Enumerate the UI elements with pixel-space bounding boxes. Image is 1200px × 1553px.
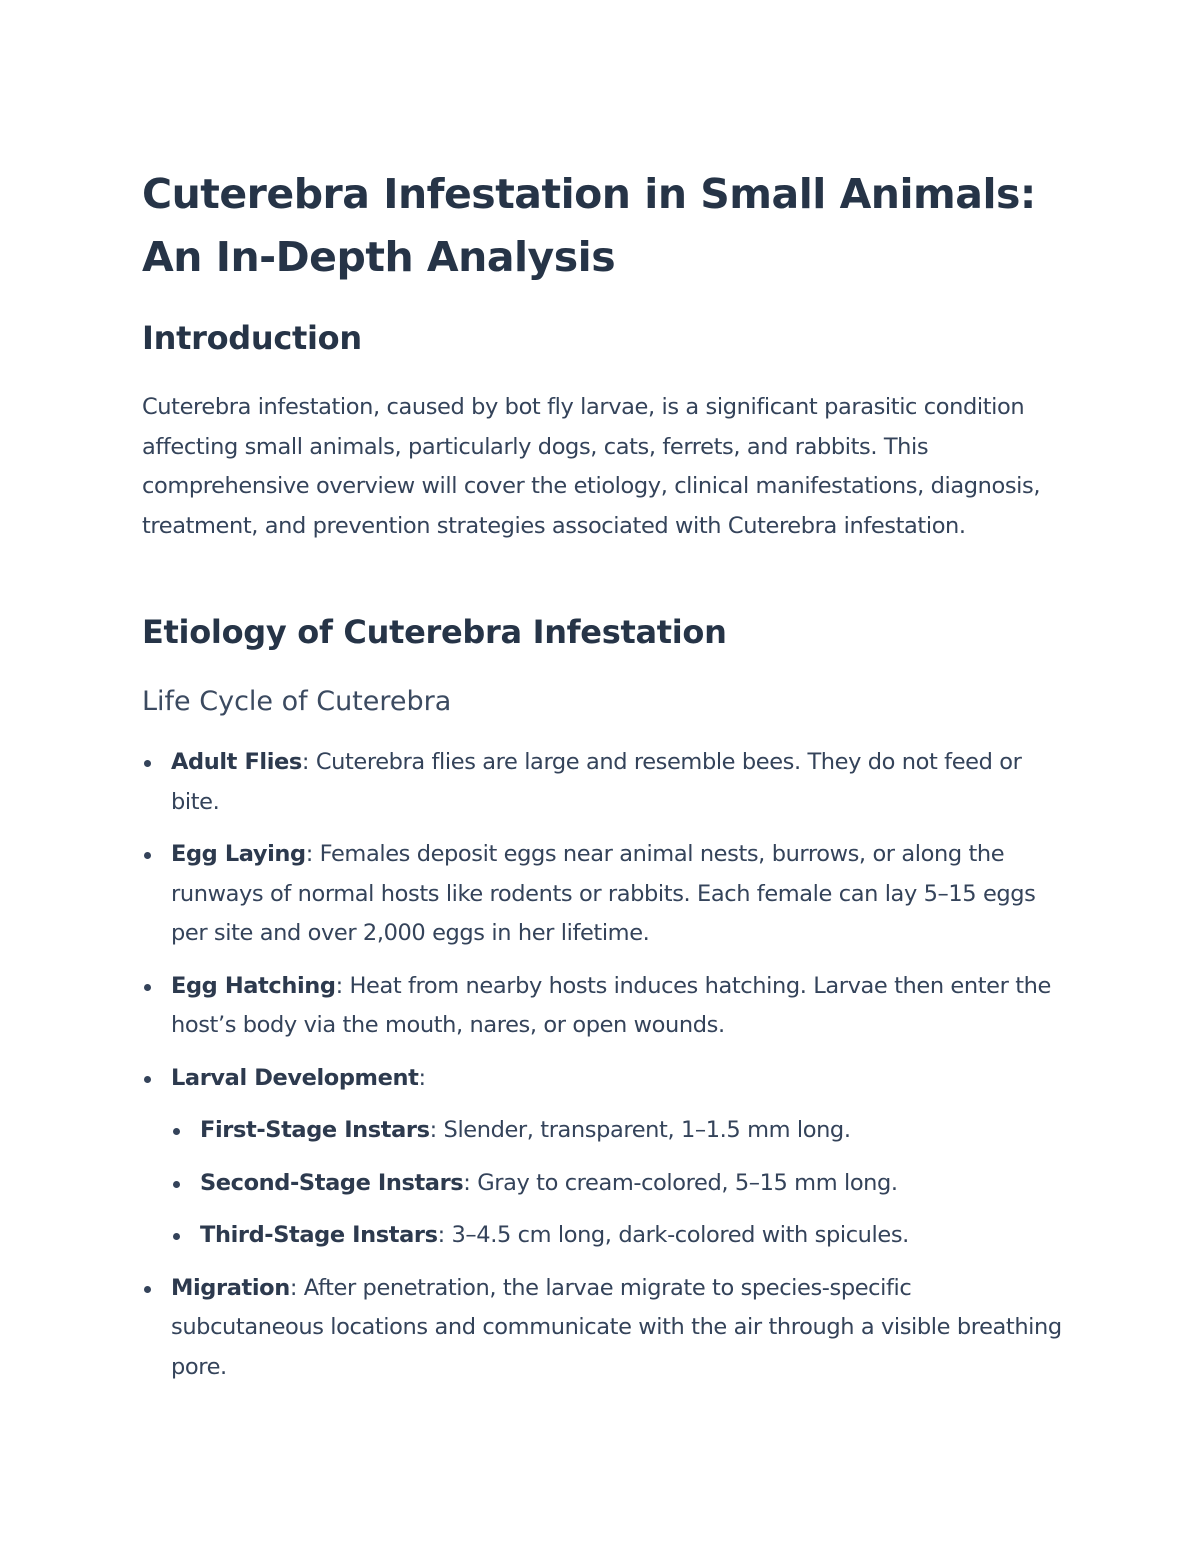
introduction-paragraph: Cuterebra infestation, caused by bot fly larvae, is a significant parasitic condition affecting small animals, particularly dogs, cats, ferrets, and rabbits. This comprehensive overview will cover the etiology, clinical manifestations, diagnosis, treatment, and prevention strategies associated with Cuterebra infestation.	[142, 394, 1041, 539]
list-item-term: Adult Flies	[171, 749, 302, 775]
introduction-heading: Introduction	[142, 319, 362, 357]
list-item-egg-laying	[142, 835, 1062, 954]
list-item-term: Larval Development	[171, 1064, 419, 1091]
list-item-migration	[142, 1269, 1062, 1388]
list-item-term: Egg Hatching	[171, 972, 336, 999]
sub-item-text: : 3–4.5 cm long, dark-colored with spicules.	[437, 1222, 909, 1248]
bullet-icon	[144, 1286, 151, 1293]
list-item-text: : After penetration, the larvae migrate to species-specific subcutaneous locations and communicate with the air through a visible breathing pore.	[171, 1274, 1062, 1380]
sub-item-first-stage	[171, 1111, 1062, 1151]
bullet-icon	[173, 1233, 180, 1240]
life-cycle-list	[142, 743, 1062, 1400]
list-item-larval-development	[142, 1059, 1062, 1256]
list-item-adult-flies	[142, 743, 1062, 822]
list-item-term: Migration	[171, 1274, 290, 1301]
bullet-icon	[173, 1128, 180, 1135]
etiology-heading: Etiology of Cuterebra Infestation	[142, 613, 727, 651]
larval-stages-list	[171, 1111, 1062, 1256]
sub-item-second-stage	[171, 1164, 1062, 1204]
list-item-text: : Heat from nearby hosts induces hatching. Larvae then enter the host’s body via the mouth, nares, or open wounds.	[171, 972, 1051, 1038]
bullet-icon	[144, 852, 151, 859]
title-line-1: Cuterebra Infestation in Small Animals:	[142, 170, 1036, 218]
bullet-icon	[144, 760, 151, 767]
life-cycle-heading: Life Cycle of Cuterebra	[142, 686, 452, 717]
sub-item-text: : Gray to cream-colored, 5–15 mm long.	[463, 1169, 898, 1196]
list-item-egg-hatching	[142, 967, 1062, 1046]
bullet-icon	[173, 1181, 180, 1188]
sub-item-third-stage	[171, 1216, 1062, 1256]
bullet-icon	[144, 1076, 151, 1083]
list-item-term: Egg Laying	[171, 841, 306, 867]
sub-item-term: Second-Stage Instars	[200, 1169, 464, 1196]
sub-item-text: : Slender, transparent, 1–1.5 mm long.	[429, 1117, 851, 1143]
list-item-text: :	[418, 1064, 426, 1091]
list-item-text: : Females deposit eggs near animal nests, burrows, or along the runways of normal hosts like rodents or rabbits. Each female can lay 5–15 eggs per site and over 2,000 eggs in her lifetime.	[171, 841, 1036, 946]
page-title	[142, 163, 1062, 289]
list-item-text: : Cuterebra flies are large and resemble bees. They do not feed or bite.	[171, 749, 1022, 815]
sub-item-term: First-Stage Instars	[200, 1117, 430, 1143]
bullet-icon	[144, 984, 151, 991]
title-line-2: An In-Depth Analysis	[142, 233, 616, 281]
sub-item-term: Third-Stage Instars	[200, 1222, 438, 1248]
